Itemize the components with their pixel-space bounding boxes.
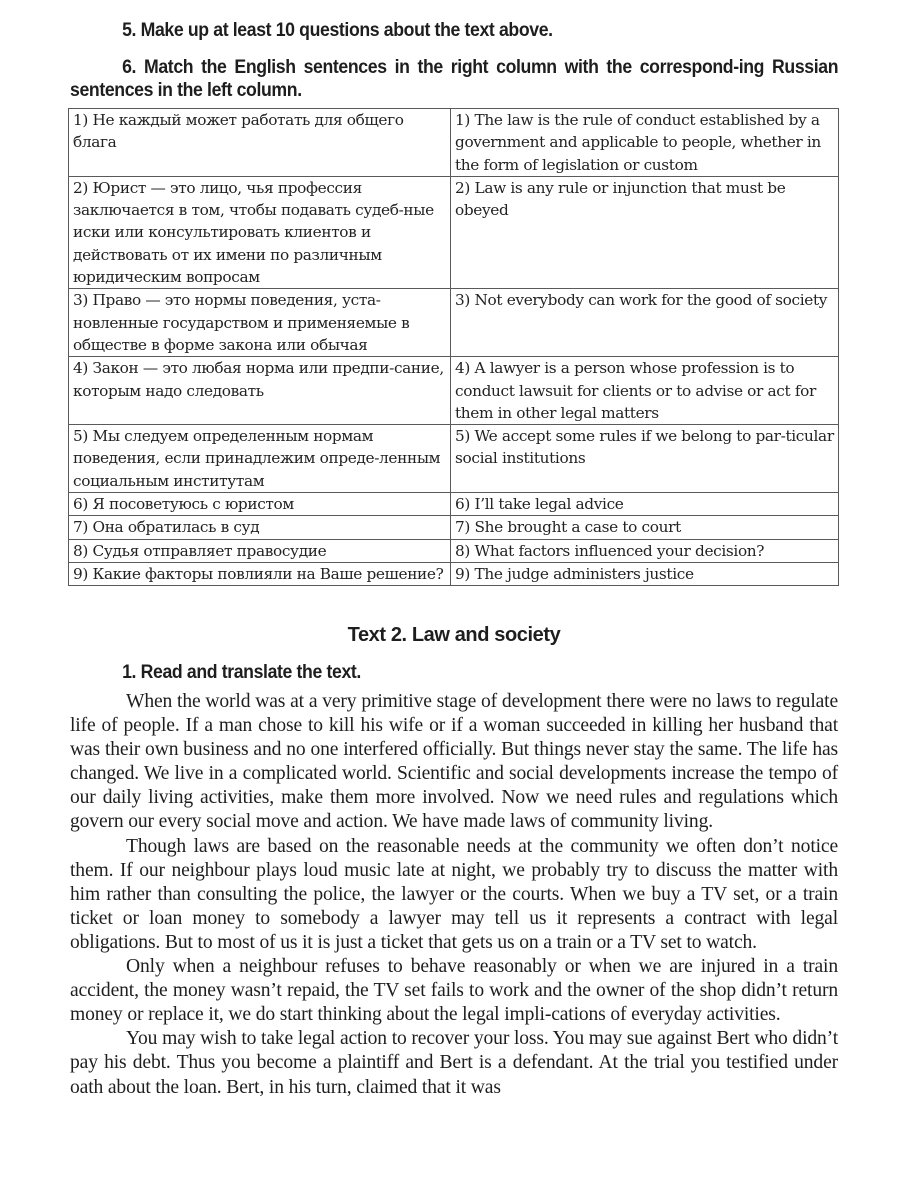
english-cell: 5) We accept some rules if we belong to par-ticular social institutions [451, 425, 839, 493]
english-cell: 8) What factors influenced your decision? [451, 539, 839, 562]
russian-cell: 9) Какие факторы повлияли на Ваше решение? [69, 562, 451, 585]
english-cell: 6) I’ll take legal advice [451, 493, 839, 516]
table-row [69, 562, 839, 585]
table-row [69, 425, 839, 493]
russian-cell: 7) Она обратилась в суд [69, 516, 451, 539]
paragraph: Only when a neighbour refuses to behave reasonably or when we are injured in a train accident, the money wasn’t repaid, the TV set fails to work and the owner of the shop didn’t return money or replace it, we do start thinking about the legal impli-cations of everyday activities. [70, 956, 838, 1026]
table-row [69, 516, 839, 539]
body-text [70, 690, 838, 1100]
paragraph: Though laws are based on the reasonable needs at the community we often don’t notice them. If our neighbour plays loud music late at night, we probably try to discuss the matter with him rather than consulting the police, the lawyer or the courts. When we buy a TV set, or a train ticket or loan money to somebody a lawyer may tell us it represents a contract with legal obligations. But to most of us it is just a ticket that gets us on a train or a TV set to watch. [70, 835, 838, 953]
paragraph: When the world was at a very primitive stage of development there were no laws to regulate life of people. If a man chose to kill his wife or if a woman succeeded in killing her husband that was their own business and no one interfered officially. But things never stay the same. The life has changed. We live in a complicated world. Scientific and social developments increase the tempo of our daily living activities, make them more involved. Now we need rules and regulations which govern our every social move and action. We have made laws of community living. [70, 691, 838, 833]
russian-cell: 1) Не каждый может работать для общего блага [69, 109, 451, 177]
english-cell: 9) The judge administers justice [451, 562, 839, 585]
english-cell: 1) The law is the rule of conduct established by a government and applicable to people, whether in the form of legislation or custom [451, 109, 839, 177]
english-cell: 4) A lawyer is a person whose profession is to conduct lawsuit for clients or to advise or act for them in other legal matters [451, 357, 839, 425]
russian-cell: 4) Закон — это любая норма или предпи-сание, которым надо следовать [69, 357, 451, 425]
table-row [69, 176, 839, 288]
russian-cell: 2) Юрист — это лицо, чья профессия заключается в том, чтобы подавать судеб-ные иски или консультировать клиентов и действовать от их имени по различным юридическим вопросам [69, 176, 451, 288]
english-cell: 2) Law is any rule or injunction that must be obeyed [451, 176, 839, 288]
english-cell: 7) She brought a case to court [451, 516, 839, 539]
russian-cell: 5) Мы следуем определенным нормам поведения, если принадлежим опреде-ленным социальным институтам [69, 425, 451, 493]
russian-cell: 8) Судья отправляет правосудие [69, 539, 451, 562]
table-row [69, 357, 839, 425]
task-1-instruction: 1. Read and translate the text. [122, 662, 361, 683]
russian-cell: 3) Право — это нормы поведения, уста-новленные государством и применяемые в обществе в форме закона или обычая [69, 289, 451, 357]
table-row [69, 109, 839, 177]
table-row [69, 289, 839, 357]
table-row [69, 493, 839, 516]
english-cell: 3) Not everybody can work for the good of society [451, 289, 839, 357]
table-row [69, 539, 839, 562]
matching-table [68, 108, 839, 586]
task-5-instruction: 5. Make up at least 10 questions about the text above. [122, 20, 553, 41]
paragraph: You may wish to take legal action to recover your loss. You may sue against Bert who didn’t pay his debt. Thus you become a plaintiff and Bert is a defendant. At the trial you testified under oath about the loan. Bert, in his turn, claimed that it was [70, 1028, 838, 1098]
section-heading: Text 2. Law and society [347, 624, 561, 646]
russian-cell: 6) Я посоветуюсь с юристом [69, 493, 451, 516]
task-6-instruction: 6. Match the English sentences in the right column with the correspond-ing Russian sentences in the left column. [70, 57, 839, 101]
